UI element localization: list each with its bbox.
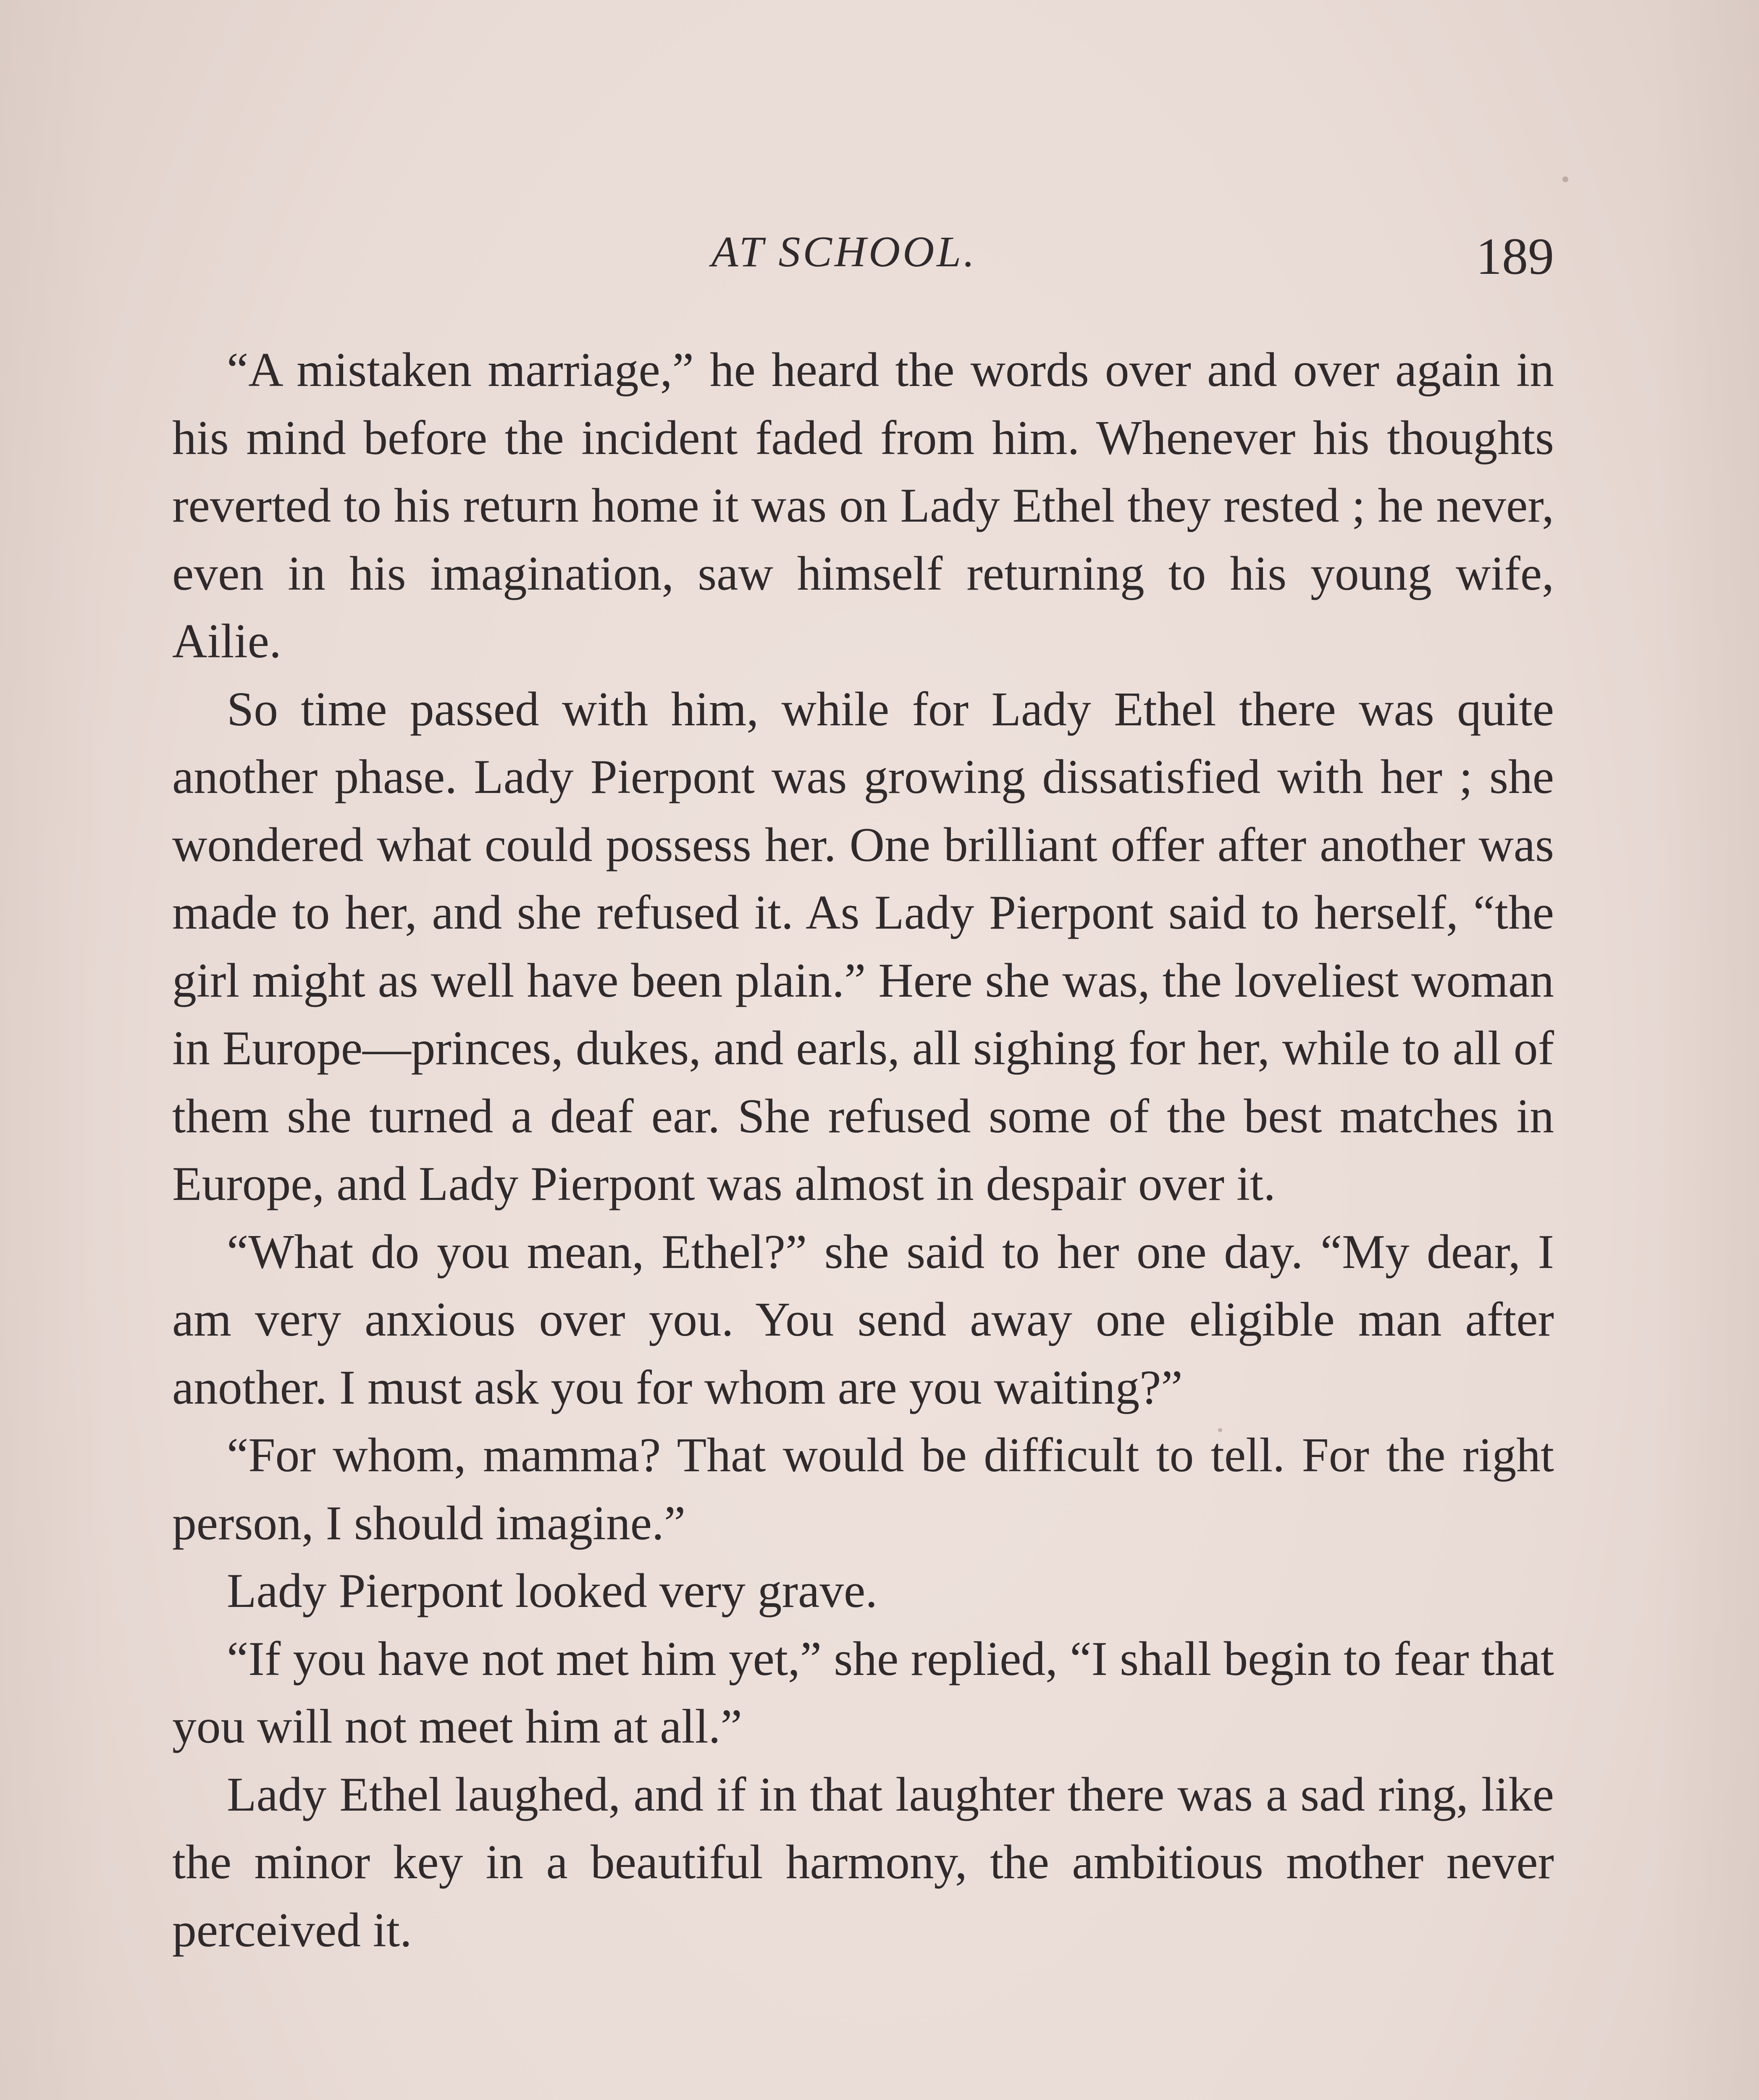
paragraph: Lady Ethel laughed, and if in that laughter there was a sad ring, like the minor key in a beautiful harmony, the ambitious mother never perceived it. (172, 1767, 1554, 1957)
running-title: AT SCHOOL. (711, 228, 977, 276)
paragraph: “What do you mean, Ethel?” she said to her one day. “My dear, I am very anxious over you. You send away one eligible man after another. I must ask you for whom are you waiting?” (172, 1224, 1554, 1414)
running-header (0, 218, 1759, 286)
body-text (172, 336, 1554, 1964)
paper-speck (1562, 176, 1568, 182)
paragraph: “If you have not met him yet,” she replied, “I shall begin to fear that you will not meet him at all.” (172, 1631, 1554, 1753)
paragraph: “For whom, mamma? That would be difficult to tell. For the right person, I should imagine.” (172, 1428, 1554, 1550)
paragraph: “A mistaken marriage,” he heard the words over and over again in his mind before the incident faded from him. Whenever his thoughts reverted to his return home it was on Lady Ethel they rested ; he never, even in his imagination, saw himself returning to his young wife, Ailie. (172, 343, 1554, 668)
page-number: 189 (1476, 228, 1554, 285)
paragraph: Lady Pierpont looked very grave. (227, 1564, 878, 1617)
paragraph: So time passed with him, while for Lady Ethel there was quite another phase. Lady Pierpont was growing dissatisfied with her ; she wondered what could possess her. One brilliant offer after another was made to her, and she refused it. As Lady Pierpont said to herself, “the girl might as well have been plain.” Here she was, the loveliest woman in Europe—princes, dukes, and earls, all sighing for her, while to all of them she turned a deaf ear. She refused some of the best matches in Europe, and Lady Pierpont was almost in despair over it. (172, 682, 1554, 1210)
